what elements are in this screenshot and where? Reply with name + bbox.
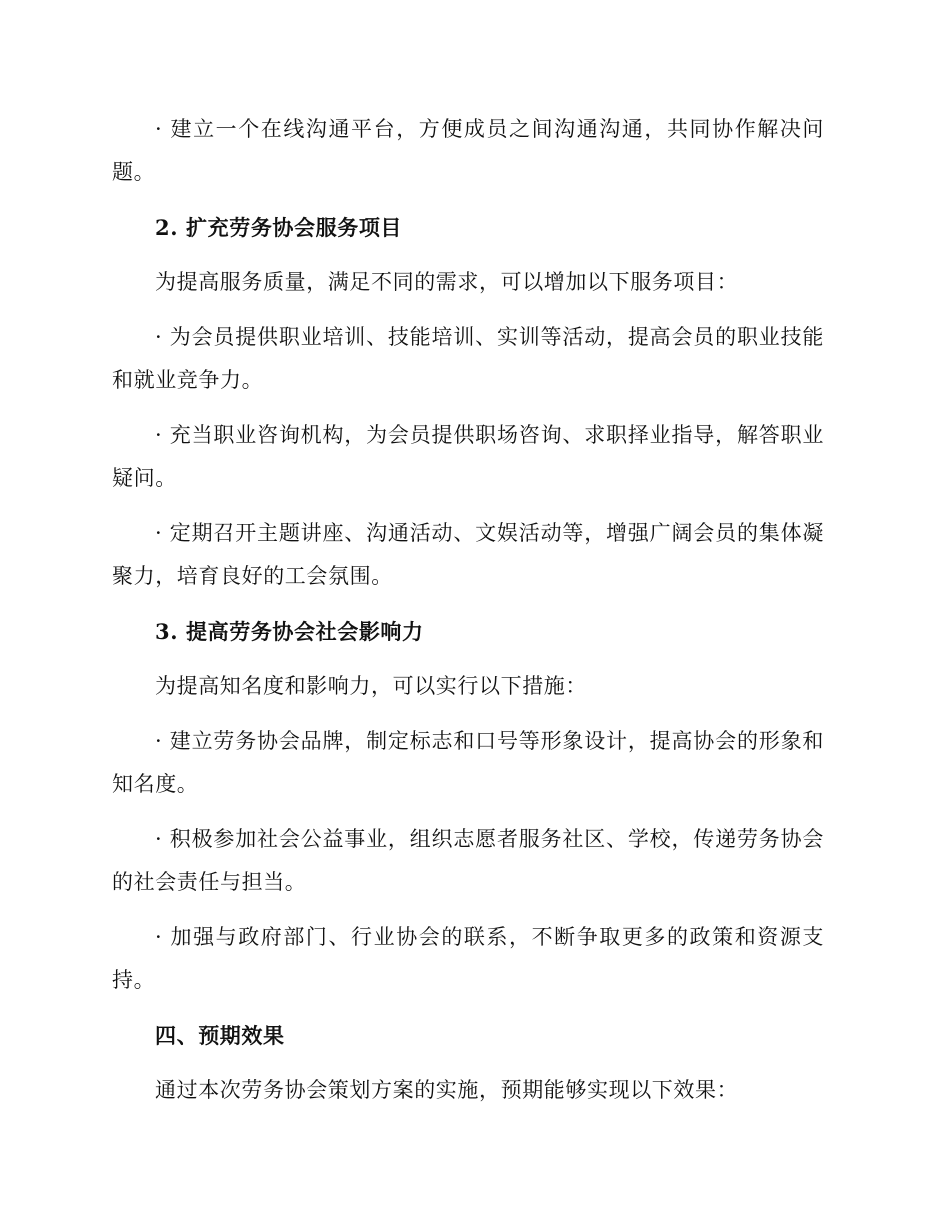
intro-paragraph: 为提高知名度和影响力，可以实行以下措施： [155,674,587,698]
intro-paragraph: 为提高服务质量，满足不同的需求，可以增加以下服务项目： [155,270,739,294]
section-heading: 3. 提高劳务协会社会影响力 [155,619,424,644]
bullet-paragraph: · 为会员提供职业培训、技能培训、实训等活动，提高会员的职业技能和就业竞争力。 [112,325,824,392]
section-heading: 四、预期效果 [155,1023,285,1048]
section-heading: 2. 扩充劳务协会服务项目 [155,215,403,240]
intro-paragraph: 通过本次劳务协会策划方案的实施，预期能够实现以下效果： [155,1078,739,1102]
bullet-paragraph: · 加强与政府部门、行业协会的联系，不断争取更多的政策和资源支持。 [112,925,824,992]
document-page [112,108,824,1124]
bullet-paragraph: · 积极参加社会公益事业，组织志愿者服务社区、学校，传递劳务协会的社会责任与担当。 [112,827,824,894]
bullet-paragraph: · 建立一个在线沟通平台，方便成员之间沟通沟通，共同协作解决问题。 [112,117,824,184]
bullet-paragraph: · 建立劳务协会品牌，制定标志和口号等形象设计，提高协会的形象和知名度。 [112,729,824,796]
bullet-paragraph: · 定期召开主题讲座、沟通活动、文娱活动等，增强广阔会员的集体凝聚力，培育良好的工会氛围。 [112,521,824,588]
bullet-paragraph: · 充当职业咨询机构，为会员提供职场咨询、求职择业指导，解答职业疑问。 [112,423,824,490]
